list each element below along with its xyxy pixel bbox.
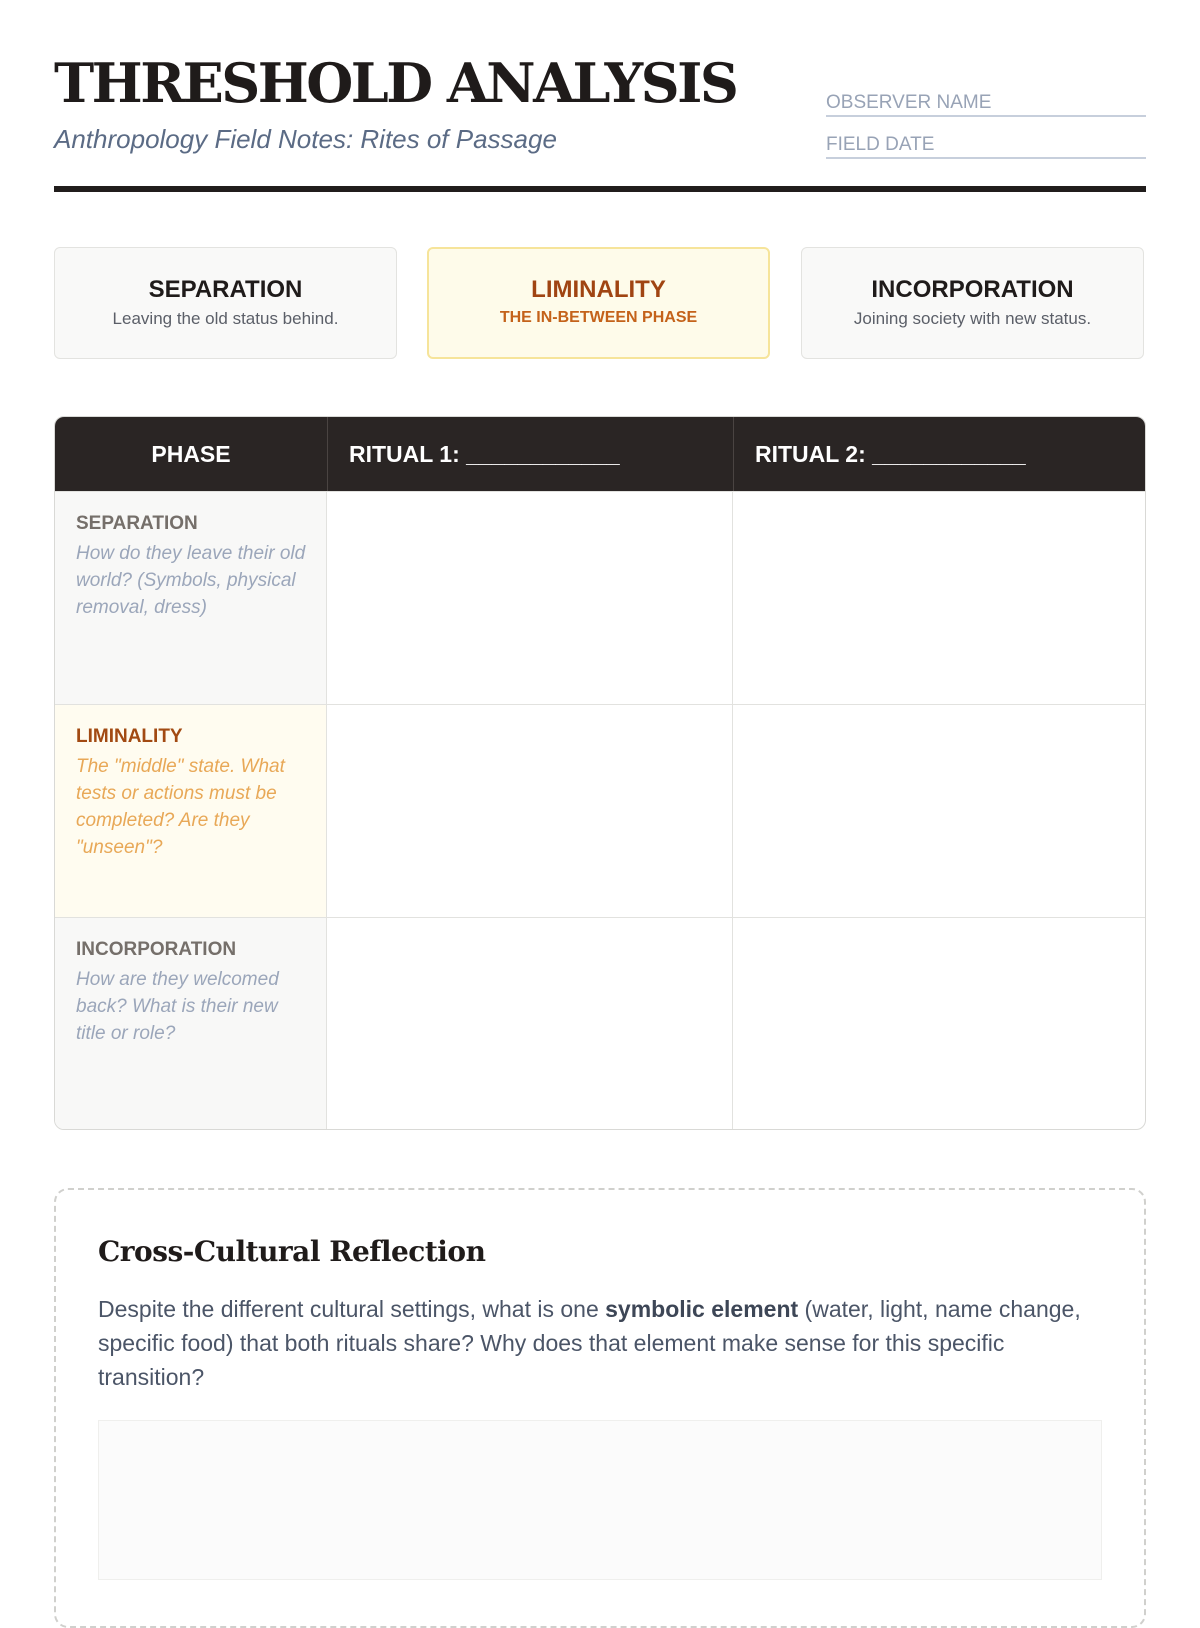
phase-prompt: The "middle" state. What tests or actions must be completed? Are they "unseen"? [76,756,285,858]
reflection-text-end: (water, light, name change, specific food) that both rituals share? Why does that element make sense for this specific transition? [98,1296,1081,1390]
ritual-1-answer-cell[interactable] [327,918,733,1130]
table-header [55,417,1145,491]
card-subtitle: Joining society with new status. [853,309,1092,328]
page-subtitle: Anthropology Field Notes: Rites of Passage [54,124,557,154]
reflection-title: Cross-Cultural Reflection [98,1235,486,1268]
reflection-section [54,1188,1146,1628]
card-title: LIMINALITY [531,276,666,303]
table-row-separation [55,491,1145,704]
table-row-incorporation [55,917,1145,1130]
phase-cell [55,918,327,1130]
phase-name: INCORPORATION [76,939,237,960]
phase-cell [55,492,327,704]
header-divider [54,186,1146,192]
ritual-2-answer-cell[interactable] [733,492,1146,704]
header-ritual-2: RITUAL 2: ____________ [733,417,1146,491]
reflection-text-emphasis: symbolic element [605,1296,799,1322]
card-separation [54,247,397,359]
header-phase: PHASE [151,441,231,467]
reflection-text-start: Despite the different cultural settings, what is one [98,1296,606,1322]
card-incorporation [801,247,1144,359]
card-title: INCORPORATION [871,276,1074,303]
observer-name-field[interactable]: OBSERVER NAME [826,93,1146,117]
phase-cards [54,247,1146,361]
ritual-2-answer-cell[interactable] [733,705,1146,917]
ritual-comparison-table [54,416,1146,1130]
ritual-2-answer-cell[interactable] [733,918,1146,1130]
card-subtitle: THE IN-BETWEEN PHASE [499,309,698,326]
header-ritual-1: RITUAL 1: ____________ [327,417,733,491]
phase-cell [55,705,327,917]
card-liminality [427,247,770,359]
table-row-liminality [55,704,1145,917]
ritual-1-answer-cell[interactable] [327,492,733,704]
reflection-answer-box[interactable] [98,1420,1102,1580]
worksheet-page [54,0,1146,1390]
phase-name: SEPARATION [76,513,198,534]
page-title: THRESHOLD ANALYSIS [54,51,737,115]
reflection-question [98,1292,1098,1394]
field-date-field[interactable]: FIELD DATE [826,135,1146,159]
phase-prompt: How do they leave their old world? (Symbols, physical removal, dress) [76,543,306,618]
phase-name: LIMINALITY [76,726,183,747]
worksheet-header [54,0,1146,194]
card-subtitle: Leaving the old status behind. [112,309,339,328]
ritual-1-answer-cell[interactable] [327,705,733,917]
phase-prompt: How are they welcomed back? What is their new title or role? [76,969,279,1044]
card-title: SEPARATION [148,276,303,303]
